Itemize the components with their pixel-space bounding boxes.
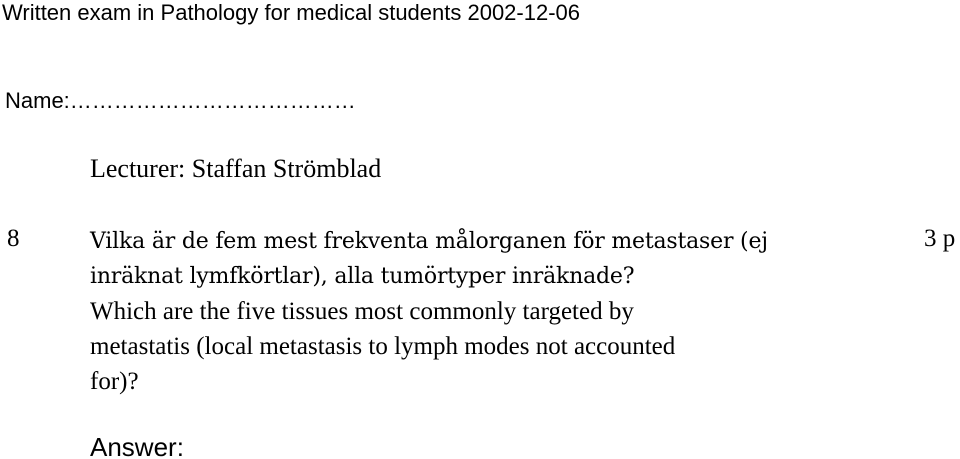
question-line-english-2: metastatis (local metastasis to lymph modes not accounted [90, 333, 676, 360]
exam-title: Written exam in Pathology for medical students 2002-12-06 [2, 0, 581, 25]
question-text [90, 224, 880, 399]
lecturer-line: Lecturer: Staffan Strömblad [90, 154, 382, 183]
answer-label: Answer: [90, 432, 184, 459]
question-line-swedish-2: inräknat lymfkörtlar), alla tumörtyper inräknade? [90, 264, 635, 289]
question-points: 3 p [924, 225, 956, 252]
question-line-swedish-1: Vilka är de fem mest frekventa målorganen för metastaser (ej [90, 229, 768, 254]
name-field: Name:………………………………… [5, 88, 356, 113]
question-line-english-3: for)? [90, 368, 139, 395]
question-number: 8 [7, 225, 20, 252]
question-line-english-1: Which are the five tissues most commonly targeted by [90, 298, 634, 325]
